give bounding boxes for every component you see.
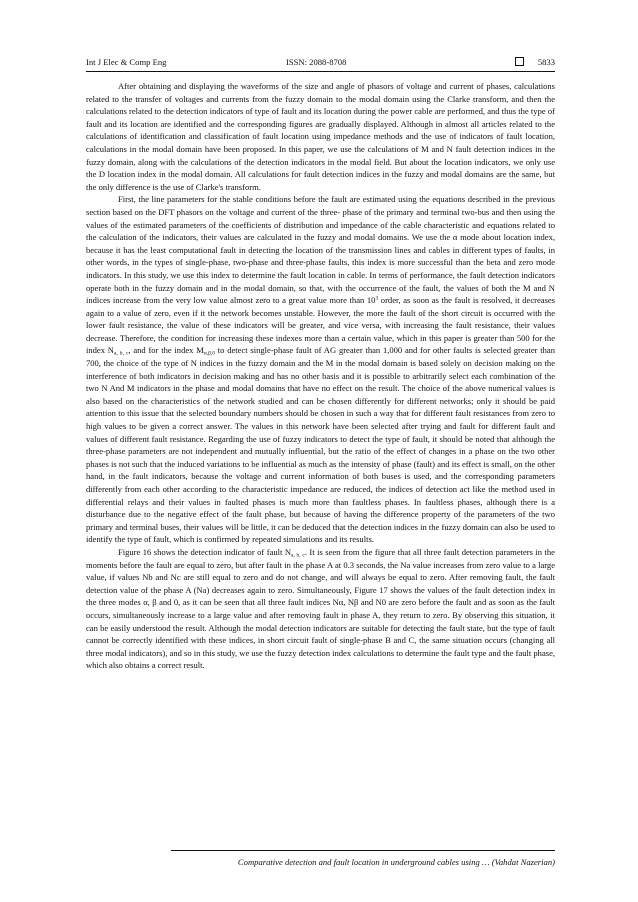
page-footer: Comparative detection and fault location in underground cables using … (Vahdat Nazerian) xyxy=(237,857,555,867)
paragraph-2-text-a: First, the line parameters for the stable conditions before the fault are estimated using the equations described in the previous section based on the DFT phasors on the voltage and current of the three- phase of the primary and terminal two-bus and then using the values of the estimated parameters of the coefficients of distribution and impedance of the cable characteristic and equations related to the calculation of the indicators, their values are calculated in the fuzzy and modal domains. We use the α mode about location index, because it has the least computational fault in detecting the location of the transmission lines and cables in different types of faults, in other words, in the types of single-phase, two-phase and three-phase faults, this index is more successful than the beta and zero mode indicators. In this study, we use this index to determine the fault location in cable. In terms of performance, the fault detection indicators operate both in the fuzzy domain and in the modal domain, so that, with the occurrence of the fault, the values of both the M and N indices increase from the very low value almost zero to a great value more than 10 xyxy=(86,194,555,306)
page-header xyxy=(86,55,555,69)
paragraph-3 xyxy=(86,546,555,672)
header-rule xyxy=(86,71,555,72)
index-n-subscript-2: a, b, c xyxy=(291,552,305,559)
index-m-subscript: α,β,0 xyxy=(203,350,215,357)
paragraph-2 xyxy=(86,193,555,546)
paragraph-2-text-c: , and for the index M xyxy=(128,345,204,356)
paragraph-3-text-b: . It is seen from the figure that all three fault detection parameters in the moments before the fault are equal to zero, but after fault in the phase A at 0.3 seconds, the Na value increases from zero value to a large value, if values Nb and Nc are still equal to zero and do not change, and will always be equal to zero. After removing fault, the fault detection value of the phase A (Na) decreases again to zero. Simultaneously, Figure 17 shows the values of the fault detection index in the three modes α, β and 0, as it can be seen that all three fault indices Nα, Nβ and N0 are zero before the fault and as soon as the fault occurs, simultaneously increase to a large value and after removing fault in phase A, they return to zero. By observing this situation, it can be easily understood the result. Although the modal detection indicators are suitable for detecting the fault state, but the type of fault cannot be correctly identified with these indices, in short circuit fault of single-phase B and C, the same situation occurs (changing all three modal indicators), and so in this study, we use the fuzzy detection index calculations to determine the fault type and the fault phase, which also obtains a correct result. xyxy=(86,546,555,671)
paragraph-2-text-b: order, as soon as the fault is resolved, it decreases again to a value of zero, even if it the network becomes unstable. However, the more the fault of the short circuit is occurred with the lower fault resistance, the value of these indicators will be greater, and vice versa, with increasing the fault resistance, their values decrease. Therefore, the condition for increasing these indexes more than a certain value, which in this paper is greater than 500 for the index N xyxy=(86,295,555,356)
journal-name: Int J Elec & Comp Eng xyxy=(86,57,167,67)
paragraph-1: After obtaining and displaying the waveforms of the size and angle of phasors of voltage and current of phases, calculations related to the transfer of voltages and currents from the fuzzy domain to the modal domain using the Clarke transform, and then the calculations related to the detection indicators of type of fault and its location during the power cable are performed, and thus the type of fault and its location are identified and the corresponding figures are gradually displayed. Although in almost all articles related to the calculations of identification and classification of fault location using impedance methods and the use of indicators of fault location, calculations in the modal domain have been proposed. In this paper, we use the calculations of M and N fault detection indices in the fuzzy domain, along with the calculations of the detection indicators in the modal field. But about the location indicators, we only use the D location index in the modal domain. All calculations for fault detection indices in the fuzzy and modal domains are the same, but the only difference is the use of Clarke's transform. xyxy=(86,81,555,192)
paragraph-2-text-d: to detect single-phase fault of AG greater than 1,000 and for other faults is selected greater than 700, the choice of the type of N indices in the fuzzy domain and the M in the modal domain is based solely on decision making on the interference of both indicators in decision making and has no other basis and it is possible to arbitrarily select each combination of the two N And M indicators in the phase and modal domains that have no effect on the result. The choice of the above numerical values is also based on the characteristics of the network studied and can be chosen differently for different networks; only it should be paid attention to this issue that the selected boundary numbers should be chosen in such a way that for different fault resistances from zero to high values to be given a correct answer. The values in this network have been selected after trying and fault for different fault and values of different fault resistance. Regarding the use of fuzzy indicators to detect the type of fault, it should be noted that although the three-phase parameters are not independent and mutually influential, but the ratio of the effect of changes in a phase on the two other phases is not such that the induced variations to be influential as much as the intensity of phase (fault) and its effect is small, on the other hand, in the fault indicators, because the voltage and current information of both buses is used, and the corresponding parameters differently from each other according to the characteristic impedance are reduced, the indices of detection act like the method used in differential relays and their values in faulted phases is much more than faultless phases. In faultless phases, although there is a disturbance due to the negative effect of the fault phase, but because of having the difference property of the parameters of the two primary and terminal buses, their values will be little, it can be deduced that the detection indices in the fuzzy domain can also be used to identify the type of fault, which is confirmed by repeated simulations and its results. xyxy=(86,345,555,545)
paragraph-3-text-a: Figure 16 shows the detection indicator of fault N xyxy=(118,546,292,557)
index-n-subscript: a, b, c xyxy=(113,350,129,357)
issn: ISSN: 2088-8708 xyxy=(286,57,347,67)
article-body xyxy=(86,80,555,672)
footer-rule xyxy=(171,850,555,851)
page-number-group xyxy=(515,55,555,69)
exponent-superscript: 3 xyxy=(375,295,379,302)
page-number: 5833 xyxy=(537,57,555,67)
checkbox-square-icon xyxy=(515,57,524,66)
